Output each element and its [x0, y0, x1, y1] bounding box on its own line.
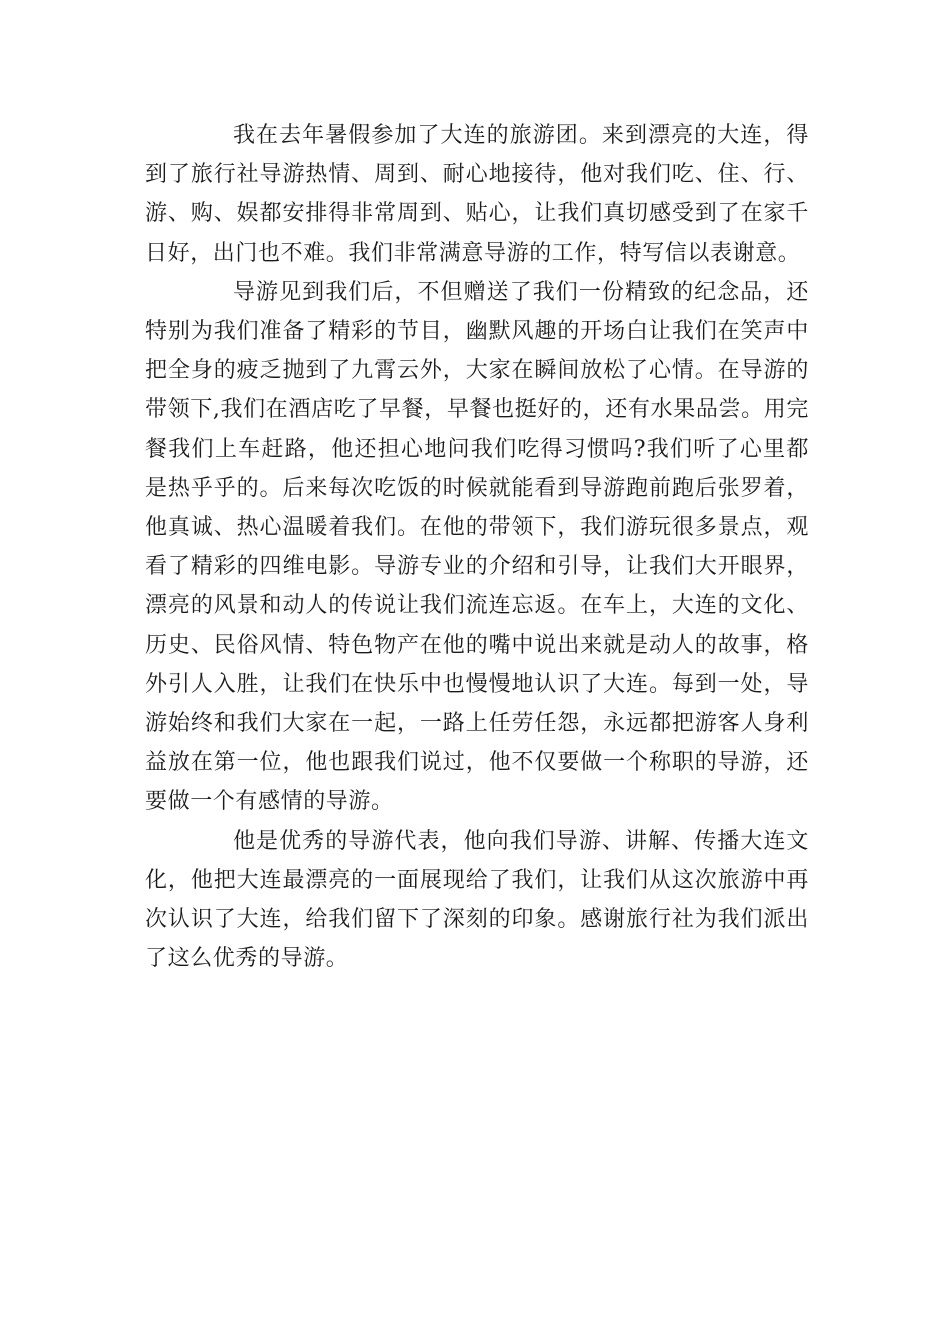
- letter-body: [145, 116, 809, 978]
- paragraph-1: 我在去年暑假参加了大连的旅游团。来到漂亮的大连，得到了旅行社导游热情、周到、耐心地接待，他对我们吃、住、行、游、购、娱都安排得非常周到、贴心，让我们真切感受到了在家千日好，出门也不难。我们非常满意导游的工作，特写信以表谢意。: [145, 123, 809, 266]
- paragraph-3: 他是优秀的导游代表，他向我们导游、讲解、传播大连文化，他把大连最漂亮的一面展现给了我们，让我们从这次旅游中再次认识了大连，给我们留下了深刻的印象。感谢旅行社为我们派出了这么优秀的导游。: [145, 828, 809, 972]
- paragraph-2: 导游见到我们后，不但赠送了我们一份精致的纪念品，还特别为我们准备了精彩的节目，幽默风趣的开场白让我们在笑声中把全身的疲乏抛到了九霄云外，大家在瞬间放松了心情。在导游的带领下,我们在酒店吃了早餐，早餐也挺好的，还有水果品尝。用完餐我们上车赶路，他还担心地问我们吃得习惯吗?我们听了心里都是热乎乎的。后来每次吃饭的时候就能看到导游跑前跑后张罗着，他真诚、热心温暖着我们。在他的带领下，我们游玩很多景点，观看了精彩的四维电影。导游专业的介绍和引导，让我们大开眼界，漂亮的风景和动人的传说让我们流连忘返。在车上，大连的文化、历史、民俗风情、特色物产在他的嘴中说出来就是动人的故事，格外引人入胜，让我们在快乐中也慢慢地认识了大连。每到一处，导游始终和我们大家在一起，一路上任劳任怨，永远都把游客人身利益放在第一位，他也跟我们说过，他不仅要做一个称职的导游，还要做一个有感情的导游。: [145, 279, 809, 815]
